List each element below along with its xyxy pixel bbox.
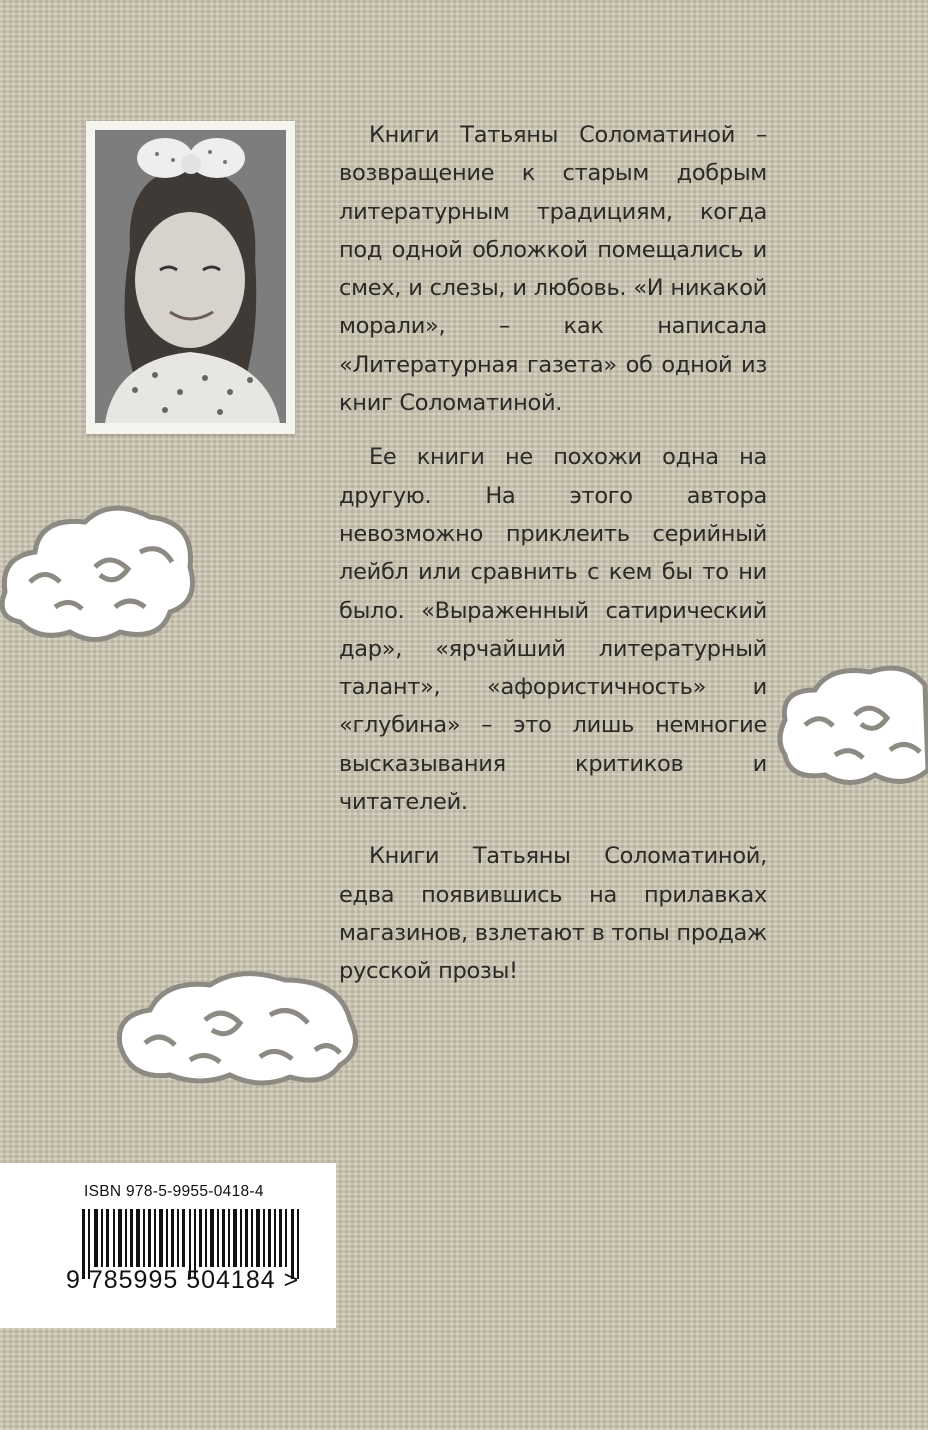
barcode-digits: 9 785995 504184 >: [66, 1266, 300, 1294]
paragraph-3: Книги Татьяны Соломатиной, едва появившись на прилавках магазинов, взлетают в топы продаж русской прозы!: [339, 843, 767, 985]
barcode-panel: [0, 1163, 336, 1328]
cloud-right-icon: [775, 660, 928, 790]
paragraph-1: Книги Татьяны Соломатиной – возвращение к старым добрым литературным традициям, когда под одной обложкой помещались и смех, и слезы, и любовь. «И никакой морали», – как написала «Литературная газета» об одной из книг Соломатиной.: [339, 122, 767, 417]
cloud-bottom-icon: [110, 965, 365, 1090]
annotation-text: [339, 116, 767, 1007]
paragraph-2: Ее книги не похожи одна на другую. На этого автора невозможно приклеить серийный лейбл или сравнить с кем бы то ни было. «Выраженный сатирический дар», «ярчайший литературный талант», «афористичность» и «глубина» – это лишь немногие высказывания критиков и читателей.: [339, 444, 767, 816]
cloud-left-icon: [0, 497, 200, 647]
isbn-label: ISBN 978-5-9955-0418-4: [84, 1183, 264, 1200]
author-photo-frame: [86, 121, 295, 434]
author-photo: [95, 130, 286, 423]
girl-portrait-icon: [95, 130, 286, 423]
